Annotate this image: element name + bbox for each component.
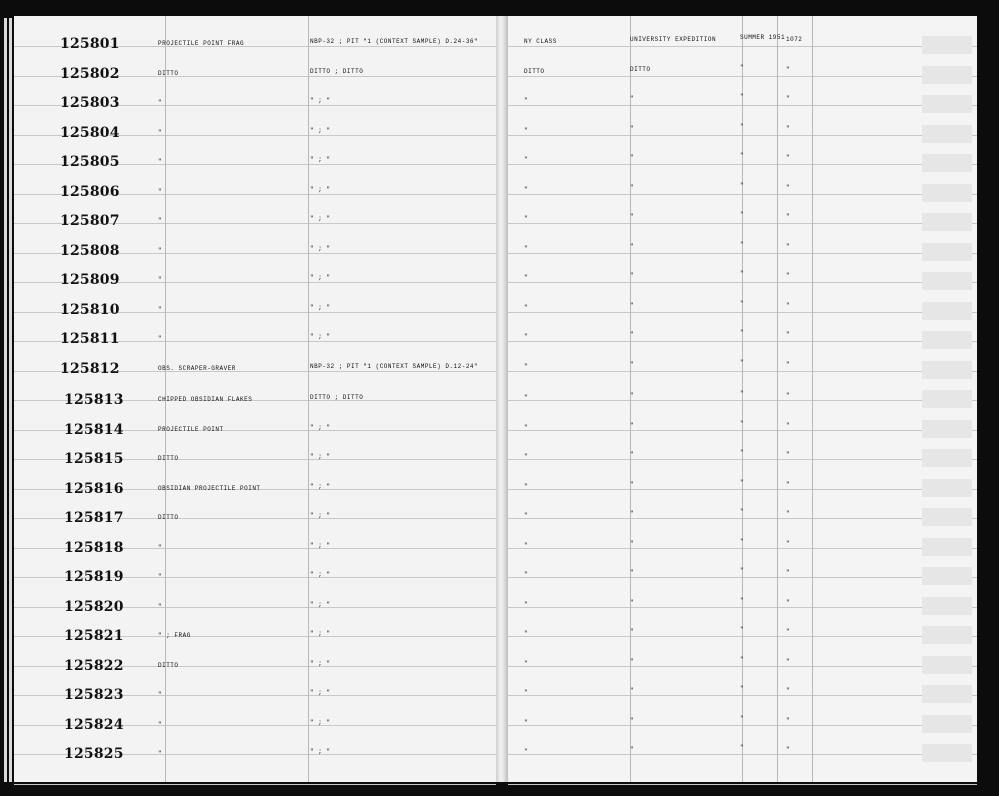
date-collected: "	[740, 241, 745, 248]
provenance: " ; "	[310, 719, 331, 726]
accession-number: "	[786, 331, 791, 338]
column-rule	[812, 16, 813, 782]
collector: "	[524, 719, 529, 726]
provenance: " ; "	[310, 97, 331, 104]
date-collected: "	[740, 64, 745, 71]
provenance: " ; "	[310, 274, 331, 281]
accession-number: "	[786, 184, 791, 191]
provenance: " ; "	[310, 156, 331, 163]
provenance: NBP-32 ; PIT "1 (CONTEXT SAMPLE) D.12-24"	[310, 363, 479, 370]
accession-number: "	[786, 213, 791, 220]
description: " ; FRAG	[158, 632, 191, 639]
collector: "	[524, 542, 529, 549]
provenance: " ; "	[310, 453, 331, 460]
accession-number: "	[786, 422, 791, 429]
catalog-number: 125814	[64, 422, 124, 438]
description: PROJECTILE POINT	[158, 426, 224, 433]
provenance: " ; "	[310, 186, 331, 193]
accession-number: "	[786, 658, 791, 665]
catalog-number: 125809	[60, 272, 120, 288]
description: "	[158, 276, 163, 283]
institution: "	[630, 154, 635, 161]
description: "	[158, 335, 163, 342]
description: "	[158, 544, 163, 551]
provenance: " ; "	[310, 630, 331, 637]
collector: "	[524, 748, 529, 755]
collector: "	[524, 156, 529, 163]
bleed-through-mark	[922, 184, 972, 202]
date-collected: "	[740, 359, 745, 366]
provenance: NBP-32 ; PIT "1 (CONTEXT SAMPLE) D.24-36"	[310, 38, 479, 45]
date-collected: "	[740, 479, 745, 486]
collector: "	[524, 186, 529, 193]
accession-number: "	[786, 272, 791, 279]
date-collected: "	[740, 715, 745, 722]
catalog-number: 125820	[64, 599, 124, 615]
accession-number: "	[786, 687, 791, 694]
provenance: " ; "	[310, 127, 331, 134]
collector: "	[524, 245, 529, 252]
date-collected: "	[740, 685, 745, 692]
catalog-number: 125805	[60, 154, 120, 170]
accession-number: 1072	[786, 36, 803, 43]
bleed-through-mark	[922, 36, 972, 54]
description: "	[158, 217, 163, 224]
collector: "	[524, 689, 529, 696]
description: "	[158, 188, 163, 195]
catalog-number: 125811	[60, 331, 120, 347]
catalog-number: 125823	[64, 687, 124, 703]
collector: "	[524, 571, 529, 578]
catalog-number: 125816	[64, 481, 124, 497]
institution: "	[630, 213, 635, 220]
bleed-through-mark	[922, 213, 972, 231]
date-collected: "	[740, 123, 745, 130]
bleed-through-mark	[922, 331, 972, 349]
collector: NY CLASS	[524, 38, 557, 45]
collector: "	[524, 394, 529, 401]
bleed-through-mark	[922, 154, 972, 172]
description: OBSIDIAN PROJECTILE POINT	[158, 485, 261, 492]
collector: "	[524, 127, 529, 134]
institution: "	[630, 451, 635, 458]
accession-number: "	[786, 243, 791, 250]
page-edge	[4, 18, 7, 782]
accession-number: "	[786, 125, 791, 132]
catalog-number: 125825	[64, 746, 124, 762]
description: DITTO	[158, 70, 179, 77]
institution: UNIVERSITY EXPEDITION	[630, 36, 717, 43]
description: DITTO	[158, 514, 179, 521]
catalog-number: 125802	[60, 66, 120, 82]
bleed-through-mark	[922, 449, 972, 467]
description: "	[158, 247, 163, 254]
institution: "	[630, 302, 635, 309]
collector: "	[524, 304, 529, 311]
catalog-number: 125801	[60, 36, 120, 52]
book-gutter	[496, 16, 508, 782]
date-collected: "	[740, 152, 745, 159]
catalog-number: 125806	[60, 184, 120, 200]
catalog-number: 125813	[64, 392, 124, 408]
institution: "	[630, 599, 635, 606]
catalog-number: 125812	[60, 361, 120, 377]
bleed-through-mark	[922, 597, 972, 615]
column-rule	[308, 16, 309, 782]
bleed-through-mark	[922, 420, 972, 438]
description: "	[158, 750, 163, 757]
bleed-through-mark	[922, 302, 972, 320]
institution: "	[630, 510, 635, 517]
description: "	[158, 603, 163, 610]
institution: "	[630, 361, 635, 368]
collector: "	[524, 215, 529, 222]
description: "	[158, 306, 163, 313]
provenance: DITTO ; DITTO	[310, 68, 364, 75]
bleed-through-mark	[922, 95, 972, 113]
description: CHIPPED OBSIDIAN FLAKES	[158, 396, 253, 403]
date-collected: "	[740, 538, 745, 545]
date-collected: "	[740, 656, 745, 663]
accession-number: "	[786, 361, 791, 368]
bleed-through-mark	[922, 243, 972, 261]
catalog-number: 125810	[60, 302, 120, 318]
institution: "	[630, 658, 635, 665]
bleed-through-mark	[922, 272, 972, 290]
bleed-through-mark	[922, 390, 972, 408]
date-collected: "	[740, 270, 745, 277]
accession-number: "	[786, 717, 791, 724]
catalog-number: 125803	[60, 95, 120, 111]
description: DITTO	[158, 455, 179, 462]
date-collected: "	[740, 567, 745, 574]
collector: "	[524, 424, 529, 431]
accession-number: "	[786, 569, 791, 576]
accession-number: "	[786, 746, 791, 753]
description: "	[158, 573, 163, 580]
institution: "	[630, 392, 635, 399]
date-collected: "	[740, 300, 745, 307]
collector: "	[524, 512, 529, 519]
bleed-through-mark	[922, 567, 972, 585]
collector: "	[524, 601, 529, 608]
collector: "	[524, 363, 529, 370]
provenance: " ; "	[310, 689, 331, 696]
accession-number: "	[786, 66, 791, 73]
bleed-through-mark	[922, 656, 972, 674]
catalog-number: 125819	[64, 569, 124, 585]
accession-number: "	[786, 95, 791, 102]
institution: "	[630, 95, 635, 102]
provenance: " ; "	[310, 333, 331, 340]
accession-number: "	[786, 599, 791, 606]
date-collected: "	[740, 93, 745, 100]
accession-number: "	[786, 628, 791, 635]
accession-number: "	[786, 302, 791, 309]
accession-number: "	[786, 540, 791, 547]
institution: "	[630, 540, 635, 547]
provenance: " ; "	[310, 601, 331, 608]
institution: "	[630, 569, 635, 576]
column-rule	[742, 16, 743, 782]
catalog-number: 125817	[64, 510, 124, 526]
description: "	[158, 721, 163, 728]
date-collected: SUMMER 1951	[740, 34, 786, 41]
institution: DITTO	[630, 66, 651, 73]
institution: "	[630, 184, 635, 191]
date-collected: "	[740, 182, 745, 189]
catalog-number: 125815	[64, 451, 124, 467]
bleed-through-mark	[922, 125, 972, 143]
bleed-through-mark	[922, 479, 972, 497]
bleed-through-mark	[922, 508, 972, 526]
date-collected: "	[740, 626, 745, 633]
bleed-through-mark	[922, 361, 972, 379]
accession-number: "	[786, 510, 791, 517]
provenance: " ; "	[310, 512, 331, 519]
catalog-number: 125822	[64, 658, 124, 674]
description: "	[158, 691, 163, 698]
date-collected: "	[740, 449, 745, 456]
institution: "	[630, 628, 635, 635]
bleed-through-mark	[922, 66, 972, 84]
institution: "	[630, 243, 635, 250]
bleed-through-mark	[922, 626, 972, 644]
collector: "	[524, 333, 529, 340]
description: "	[158, 158, 163, 165]
ruled-line	[508, 784, 977, 785]
institution: "	[630, 717, 635, 724]
institution: "	[630, 481, 635, 488]
institution: "	[630, 331, 635, 338]
catalog-number: 125807	[60, 213, 120, 229]
description: PROJECTILE POINT FRAG	[158, 40, 245, 47]
description: DITTO	[158, 662, 179, 669]
bleed-through-mark	[922, 715, 972, 733]
bleed-through-mark	[922, 538, 972, 556]
date-collected: "	[740, 390, 745, 397]
catalog-number: 125818	[64, 540, 124, 556]
catalog-number: 125804	[60, 125, 120, 141]
provenance: DITTO ; DITTO	[310, 394, 364, 401]
date-collected: "	[740, 597, 745, 604]
provenance: " ; "	[310, 483, 331, 490]
ledger-page-right	[500, 16, 977, 782]
collector: "	[524, 97, 529, 104]
catalog-number: 125824	[64, 717, 124, 733]
date-collected: "	[740, 329, 745, 336]
institution: "	[630, 422, 635, 429]
date-collected: "	[740, 211, 745, 218]
catalog-number: 125808	[60, 243, 120, 259]
date-collected: "	[740, 508, 745, 515]
accession-number: "	[786, 154, 791, 161]
institution: "	[630, 687, 635, 694]
page-edge	[9, 18, 12, 782]
collector: "	[524, 483, 529, 490]
provenance: " ; "	[310, 424, 331, 431]
provenance: " ; "	[310, 660, 331, 667]
provenance: " ; "	[310, 304, 331, 311]
accession-number: "	[786, 392, 791, 399]
institution: "	[630, 746, 635, 753]
catalog-number: 125821	[64, 628, 124, 644]
provenance: " ; "	[310, 215, 331, 222]
provenance: " ; "	[310, 748, 331, 755]
bleed-through-mark	[922, 744, 972, 762]
institution: "	[630, 272, 635, 279]
date-collected: "	[740, 744, 745, 751]
accession-number: "	[786, 481, 791, 488]
provenance: " ; "	[310, 571, 331, 578]
collector: "	[524, 660, 529, 667]
description: "	[158, 99, 163, 106]
date-collected: "	[740, 420, 745, 427]
description: "	[158, 129, 163, 136]
provenance: " ; "	[310, 245, 331, 252]
accession-number: "	[786, 451, 791, 458]
bleed-through-mark	[922, 685, 972, 703]
column-rule	[777, 16, 778, 782]
collector: DITTO	[524, 68, 545, 75]
description: OBS. SCRAPER-GRAVER	[158, 365, 236, 372]
collector: "	[524, 274, 529, 281]
collector: "	[524, 630, 529, 637]
institution: "	[630, 125, 635, 132]
ruled-line	[14, 784, 496, 785]
collector: "	[524, 453, 529, 460]
provenance: " ; "	[310, 542, 331, 549]
